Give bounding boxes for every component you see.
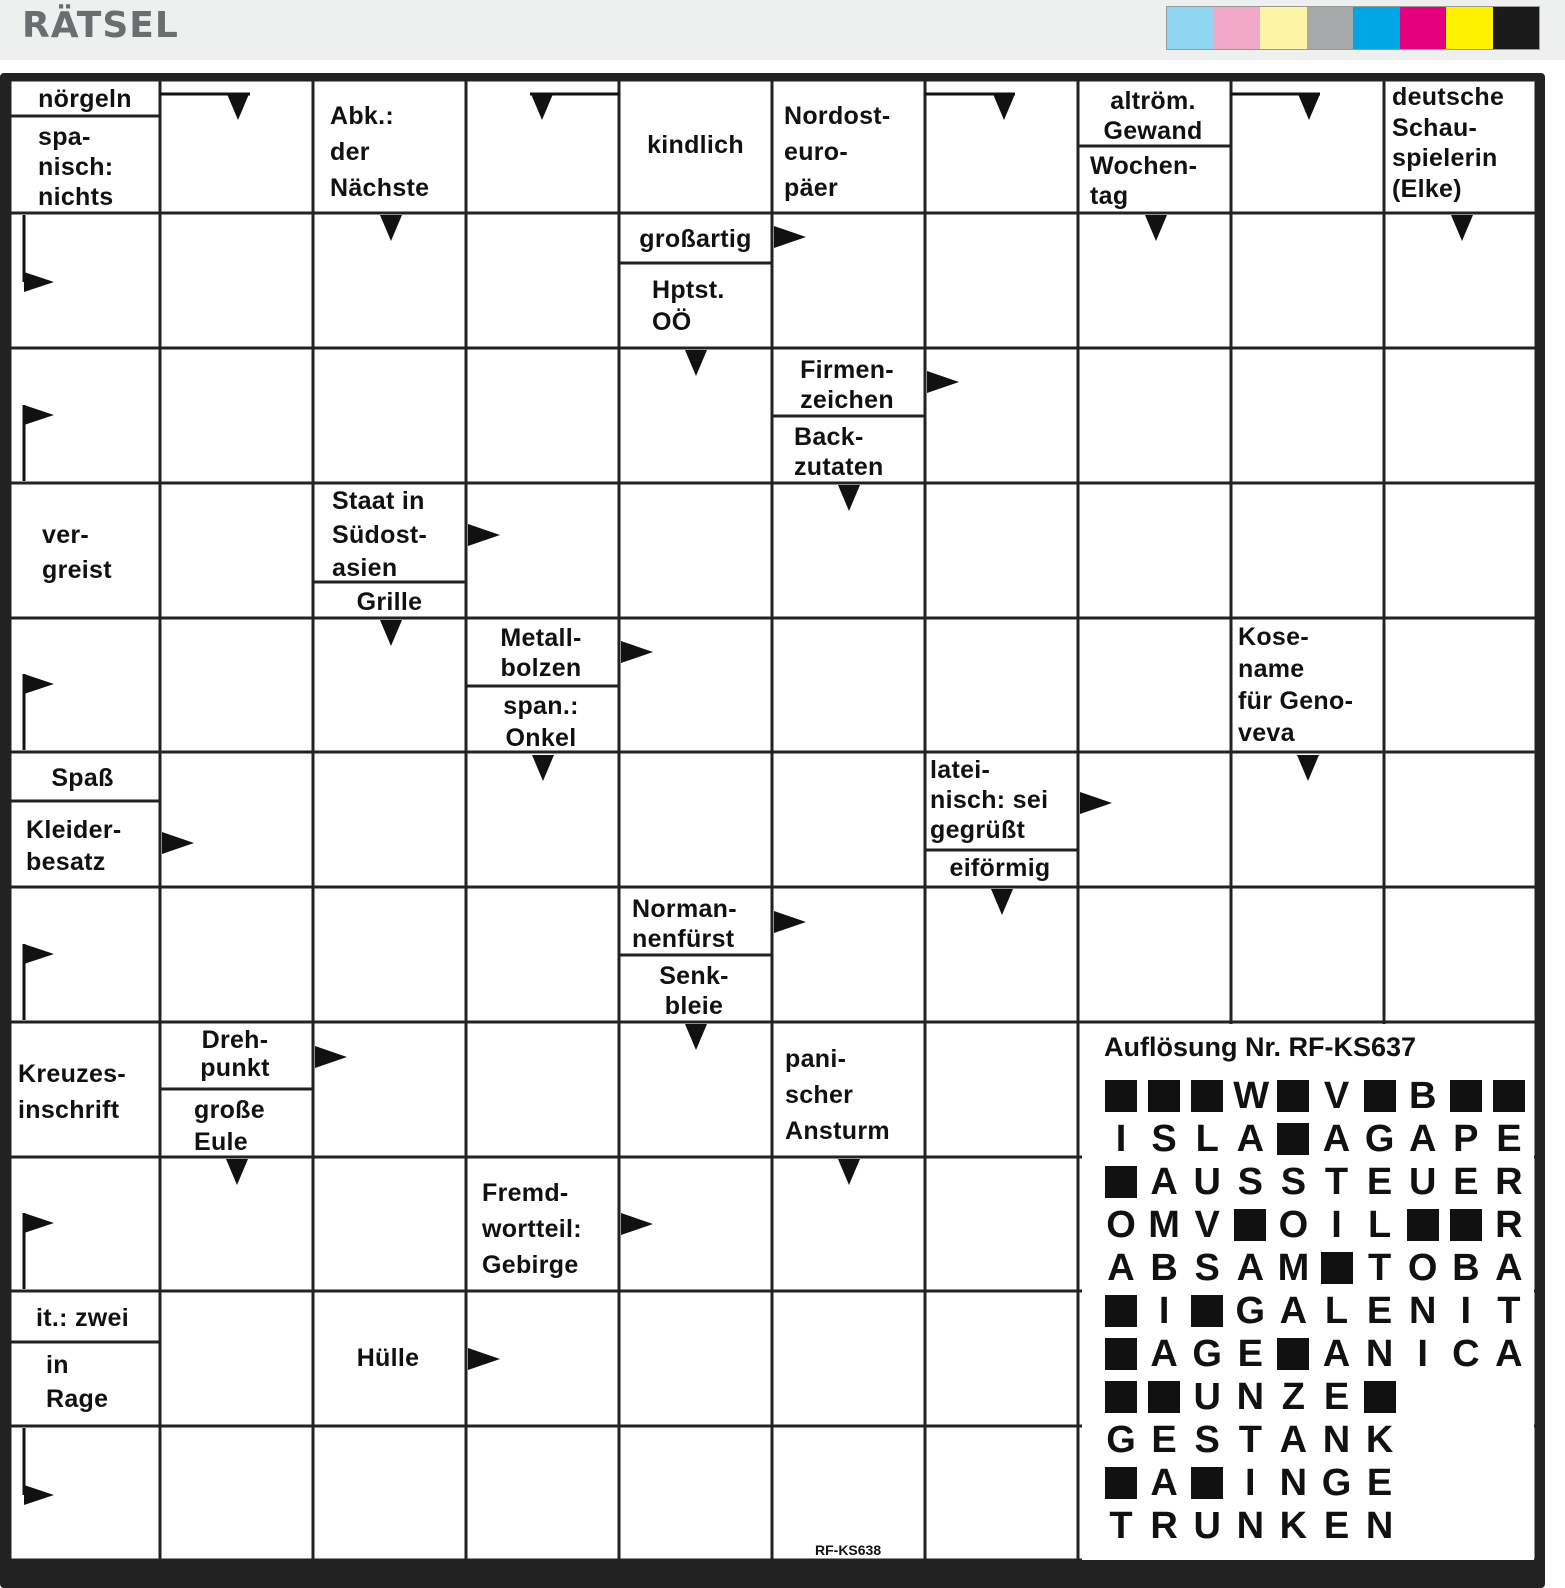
- clue-noergeln: nörgeln: [38, 85, 132, 113]
- clue-eifoermig: eiförmig: [949, 854, 1051, 882]
- solution-letter: G: [1321, 1462, 1352, 1504]
- clue-altroem-gewand: altröm. Gewand: [1103, 87, 1203, 145]
- color-swatch: [1260, 7, 1307, 49]
- clue-spass: Spaß: [51, 764, 114, 792]
- solution-letter: P: [1453, 1118, 1479, 1160]
- solution-letter: L: [1324, 1290, 1349, 1332]
- solution-letter: A: [1150, 1161, 1178, 1203]
- solution-letter: N: [1236, 1505, 1265, 1547]
- clue-in-rage: in Rage: [46, 1351, 109, 1413]
- clue-span-onkel: span.: Onkel: [503, 692, 579, 752]
- solution-letter: G: [1364, 1118, 1395, 1160]
- solution-letter: N: [1408, 1290, 1437, 1332]
- solution-block: [1190, 1293, 1224, 1329]
- solution-block: [1147, 1379, 1181, 1415]
- solution-letter: O: [1407, 1247, 1438, 1289]
- header-bar: [0, 0, 1565, 60]
- solution-block: [1320, 1250, 1354, 1286]
- solution-letter: N: [1236, 1376, 1265, 1418]
- solution-block: [1449, 1078, 1483, 1114]
- clue-kosename-genoveva: Kose- name für Geno- veva: [1238, 623, 1354, 747]
- solution-letter: N: [1365, 1333, 1394, 1375]
- solution-block: [1104, 1078, 1138, 1114]
- solution-letter: S: [1237, 1161, 1263, 1203]
- solution-block: [1406, 1207, 1440, 1243]
- solution-letter: A: [1495, 1247, 1523, 1289]
- solution-panel: [1082, 1024, 1534, 1560]
- solution-block: [1104, 1293, 1138, 1329]
- clue-huelle: Hülle: [356, 1344, 420, 1372]
- clue-lateinisch-sei-gegruesst: latei- nisch: sei gegrüßt: [930, 756, 1049, 844]
- clue-kindlich: kindlich: [647, 131, 744, 159]
- clue-deutsche-schauspielerin: deutsche Schau- spielerin (Elke): [1392, 83, 1505, 203]
- solution-letter: A: [1495, 1333, 1523, 1375]
- solution-letter: A: [1150, 1462, 1178, 1504]
- clue-grossartig: großartig: [639, 225, 752, 253]
- solution-block: [1104, 1164, 1138, 1200]
- solution-letter: E: [1323, 1376, 1350, 1418]
- solution-letter: T: [1367, 1247, 1392, 1289]
- solution-letter: A: [1236, 1247, 1265, 1289]
- clue-drehpunkt: Dreh- punkt: [200, 1026, 270, 1082]
- clue-hptst-ooe: Hptst. OÖ: [652, 276, 725, 336]
- solution-title: Auflösung Nr. RF-KS637: [1104, 1032, 1417, 1062]
- solution-letter: I: [1331, 1204, 1342, 1246]
- color-swatch: [1167, 7, 1214, 49]
- solution-letter: M: [1277, 1247, 1310, 1289]
- clue-vergreist: ver- greist: [42, 521, 112, 584]
- solution-letter: V: [1194, 1204, 1220, 1246]
- solution-letter: U: [1193, 1505, 1221, 1547]
- solution-letter: M: [1148, 1204, 1180, 1246]
- solution-letter: B: [1408, 1075, 1437, 1117]
- solution-letter: L: [1367, 1204, 1392, 1246]
- solution-letter: E: [1237, 1333, 1263, 1375]
- clue-spanisch-nichts: spa- nisch: nichts: [38, 123, 114, 211]
- clue-kleiderbesatz: Kleider- besatz: [26, 816, 122, 876]
- solution-letter: R: [1495, 1161, 1523, 1203]
- solution-block: [1363, 1379, 1397, 1415]
- solution-letter: R: [1150, 1505, 1178, 1547]
- solution-letter: A: [1107, 1247, 1135, 1289]
- solution-letter: N: [1322, 1419, 1351, 1461]
- solution-letter: S: [1151, 1118, 1177, 1160]
- clue-kreuzesinschrift: Kreuzes- inschrift: [18, 1060, 126, 1124]
- solution-letter: N: [1365, 1505, 1394, 1547]
- clue-metallbolzen: Metall- bolzen: [500, 624, 582, 682]
- clue-wochentag: Wochen- tag: [1090, 152, 1198, 210]
- solution-letter: E: [1496, 1118, 1522, 1160]
- solution-letter: S: [1280, 1161, 1307, 1203]
- color-swatch: [1214, 7, 1261, 49]
- solution-block: [1363, 1078, 1397, 1114]
- clue-staat-suedostasien: Staat in Südost- asien: [332, 487, 428, 582]
- color-swatch: [1400, 7, 1447, 49]
- solution-letter: S: [1194, 1419, 1220, 1461]
- clue-grille: Grille: [356, 588, 423, 616]
- solution-letter: A: [1150, 1333, 1178, 1375]
- solution-letter: I: [1158, 1290, 1170, 1332]
- clue-it-zwei: it.: zwei: [36, 1304, 129, 1332]
- clue-grosse-eule: große Eule: [194, 1096, 265, 1156]
- solution-letter: I: [1245, 1462, 1256, 1504]
- solution-letter: G: [1192, 1333, 1222, 1375]
- solution-letter: I: [1115, 1118, 1127, 1160]
- solution-letter: S: [1194, 1247, 1220, 1289]
- clue-abk-der-naechste: Abk.: der Nächste: [330, 102, 430, 202]
- solution-letter: E: [1366, 1161, 1393, 1203]
- solution-letter: C: [1452, 1333, 1480, 1375]
- solution-block: [1104, 1465, 1138, 1501]
- solution-letter: U: [1193, 1161, 1221, 1203]
- color-swatch: [1446, 7, 1493, 49]
- clue-firmenzeichen: Firmen- zeichen: [800, 356, 894, 414]
- solution-letter: T: [1324, 1161, 1349, 1203]
- solution-block: [1233, 1207, 1267, 1243]
- solution-block: [1190, 1078, 1224, 1114]
- solution-letter: N: [1279, 1462, 1308, 1504]
- solution-letter: K: [1365, 1419, 1394, 1461]
- puzzle-code: RF-KS638: [815, 1542, 882, 1558]
- solution-block: [1276, 1336, 1310, 1372]
- solution-letter: Z: [1281, 1376, 1305, 1418]
- solution-block: [1492, 1078, 1526, 1114]
- solution-block: [1276, 1121, 1310, 1157]
- solution-letter: L: [1195, 1118, 1219, 1160]
- solution-letter: V: [1323, 1075, 1350, 1117]
- solution-letter: O: [1278, 1204, 1309, 1246]
- solution-letter: W: [1233, 1075, 1270, 1117]
- solution-letter: R: [1495, 1204, 1523, 1246]
- solution-letter: G: [1106, 1419, 1136, 1461]
- solution-letter: T: [1109, 1505, 1133, 1547]
- solution-letter: K: [1279, 1505, 1308, 1547]
- solution-letter: A: [1279, 1290, 1308, 1332]
- color-swatch: [1353, 7, 1400, 49]
- solution-letter: B: [1452, 1247, 1480, 1289]
- solution-letter: A: [1408, 1118, 1437, 1160]
- solution-letter: E: [1453, 1161, 1479, 1203]
- solution-letter: G: [1235, 1290, 1266, 1332]
- solution-letter: A: [1322, 1333, 1351, 1375]
- clue-backzutaten: Back- zutaten: [794, 423, 884, 481]
- solution-letter: E: [1323, 1505, 1350, 1547]
- print-color-bar: [1166, 6, 1540, 50]
- solution-letter: T: [1238, 1419, 1262, 1461]
- solution-letter: U: [1193, 1376, 1221, 1418]
- solution-letter: T: [1497, 1290, 1521, 1332]
- solution-block: [1449, 1207, 1483, 1243]
- solution-letter: A: [1236, 1118, 1265, 1160]
- solution-letter: E: [1366, 1290, 1393, 1332]
- clue-fremdwortteil-gebirge: Fremd- wortteil: Gebirge: [482, 1179, 582, 1279]
- clue-panischer-ansturm: pani- scher Ansturm: [785, 1045, 890, 1145]
- solution-letter: A: [1279, 1419, 1308, 1461]
- solution-block: [1276, 1078, 1310, 1114]
- solution-block: [1104, 1379, 1138, 1415]
- solution-letter: E: [1366, 1462, 1393, 1504]
- solution-letter: U: [1408, 1161, 1437, 1203]
- solution-letter: I: [1417, 1333, 1428, 1375]
- solution-letter: A: [1322, 1118, 1351, 1160]
- clue-senkbleie: Senk- bleie: [659, 962, 729, 1020]
- clue-nordosteuropaeer: Nordost- euro- päer: [784, 102, 891, 202]
- page-title: RÄTSEL: [22, 5, 179, 46]
- solution-letter: I: [1460, 1290, 1472, 1332]
- solution-letter: B: [1150, 1247, 1178, 1289]
- color-swatch: [1493, 7, 1540, 49]
- solution-block: [1147, 1078, 1181, 1114]
- solution-letter: E: [1151, 1419, 1177, 1461]
- color-swatch: [1307, 7, 1354, 49]
- clue-normannenfuerst: Norman- nenfürst: [632, 895, 737, 953]
- solution-letter: O: [1106, 1204, 1136, 1246]
- solution-block: [1190, 1465, 1224, 1501]
- solution-block: [1104, 1336, 1138, 1372]
